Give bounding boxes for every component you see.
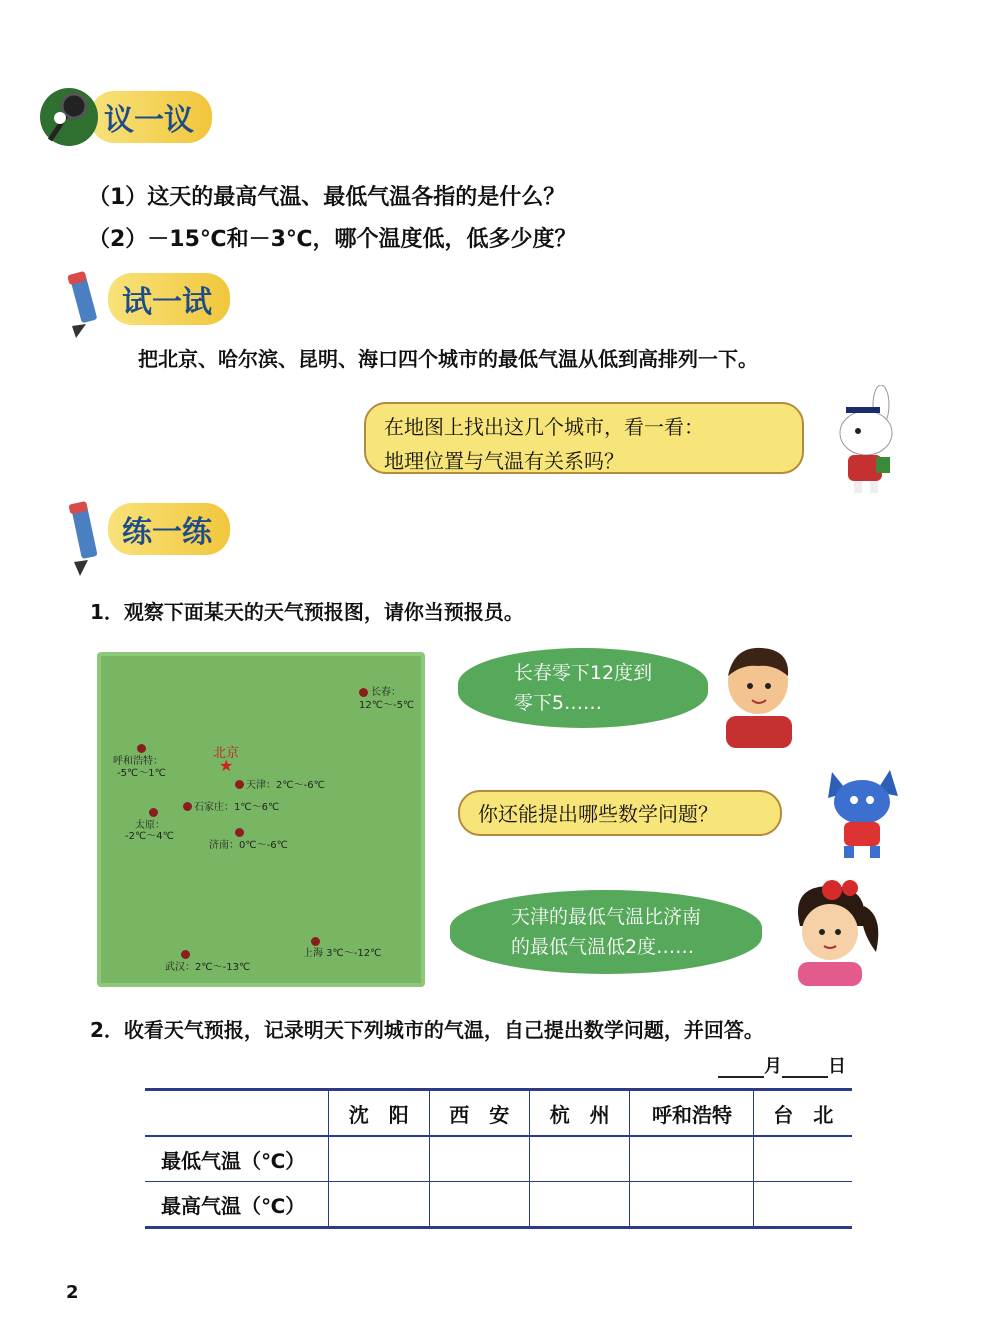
rabbit-speech-bubble <box>364 402 804 474</box>
city-temp-hohhot: -5℃～1℃ <box>117 768 166 779</box>
city-dot-shijiazhuang <box>183 802 192 811</box>
table-row-label: 最低气温（℃） <box>145 1136 329 1182</box>
date-line <box>718 1052 846 1078</box>
city-label-taiyuan: 太原： <box>135 820 165 831</box>
table-input-cell[interactable] <box>529 1182 629 1228</box>
try-instruction: 把北京、哈尔滨、昆明、海口四个城市的最低气温从低到高排列一下。 <box>138 347 758 371</box>
city-label-changchun: 长春： <box>371 687 401 698</box>
boy-character <box>714 640 804 754</box>
city-label-shijiazhuang: 石家庄：1℃～6℃ <box>194 802 280 813</box>
city-dot-hohhot <box>137 744 146 753</box>
city-label-beijing: 北京 <box>213 746 240 761</box>
girl-bubble-line-1: 天津的最低气温比济南 <box>510 906 701 928</box>
girl-bubble-line-2: 的最低气温低2度…… <box>510 936 695 958</box>
city-dot-wuhan <box>181 950 190 959</box>
magnifier-icon <box>40 88 98 146</box>
rabbit-bubble-line-2: 地理位置与气温有关系吗？ <box>384 449 624 473</box>
cat-character <box>818 762 908 866</box>
city-dot-changchun <box>359 688 368 697</box>
table-input-cell[interactable] <box>754 1182 852 1228</box>
table-input-cell[interactable] <box>630 1136 754 1182</box>
table-header-cell: 台 北 <box>773 1102 834 1127</box>
section-try-title: 试一试 <box>108 273 230 325</box>
table-corner-cell <box>145 1090 329 1137</box>
page-number: 2 <box>66 1282 79 1303</box>
table-input-cell[interactable] <box>329 1182 429 1228</box>
section-discuss-title: 议一议 <box>90 91 212 143</box>
city-label-tianjin: 天津：2℃～-6℃ <box>246 780 325 791</box>
boy-bubble-line-1: 长春零下12度到 <box>513 662 653 684</box>
table-input-cell[interactable] <box>429 1136 529 1182</box>
section-try-header <box>58 270 230 328</box>
table-input-cell[interactable] <box>630 1182 754 1228</box>
rabbit-bubble-line-1: 在地图上找出这几个城市，看一看： <box>384 415 704 439</box>
table-header-cell: 西 安 <box>429 1090 529 1137</box>
beijing-star-icon: ★ <box>219 756 234 775</box>
cat-bubble-text: 你还能提出哪些数学问题？ <box>478 802 718 826</box>
table-input-cell[interactable] <box>754 1136 852 1182</box>
table-header-cell: 呼和浩特 <box>630 1090 754 1137</box>
cat-speech-bubble <box>458 790 782 836</box>
table-header-row <box>145 1090 852 1137</box>
exercise-2-text: 2．收看天气预报，记录明天下列城市的气温，自己提出数学问题，并回答。 <box>90 1018 764 1042</box>
section-practice-title: 练一练 <box>108 503 230 555</box>
temperature-record-table <box>145 1088 852 1229</box>
rabbit-character <box>826 385 916 499</box>
table-input-cell[interactable] <box>329 1136 429 1182</box>
table-header-cell: 沈 阳 <box>329 1090 429 1137</box>
question-1: （1）这天的最高气温、最低气温各指的是什么？ <box>88 185 566 210</box>
boy-bubble-line-2: 零下5…… <box>513 692 602 714</box>
pencil-icon <box>58 270 116 328</box>
city-label-jinan: 济南：0℃～-6℃ <box>209 840 288 851</box>
table-input-cell[interactable] <box>529 1136 629 1182</box>
day-label: 日 <box>828 1056 846 1077</box>
question-2: （2）－15℃和－3℃，哪个温度低，低多少度？ <box>88 227 577 252</box>
weather-map <box>97 652 425 987</box>
table-input-cell[interactable] <box>429 1182 529 1228</box>
section-practice-header <box>58 500 230 558</box>
city-dot-shanghai <box>311 937 320 946</box>
day-blank[interactable] <box>782 1058 828 1078</box>
pencil-icon <box>58 500 116 558</box>
month-blank[interactable] <box>718 1058 764 1078</box>
city-label-hohhot: 呼和浩特： <box>113 756 163 767</box>
girl-speech-bubble <box>450 890 762 974</box>
city-dot-jinan <box>235 828 244 837</box>
city-label-wuhan: 武汉：2℃～-13℃ <box>165 962 251 973</box>
month-label: 月 <box>764 1056 782 1077</box>
city-temp-changchun: 12℃～-5℃ <box>359 700 415 711</box>
city-label-shanghai: 上海 3℃～-12℃ <box>303 948 382 959</box>
girl-character <box>780 876 884 992</box>
exercise-1-text: 1．观察下面某天的天气预报图，请你当预报员。 <box>90 600 524 624</box>
table-row-label: 最高气温（℃） <box>145 1182 329 1228</box>
table-row <box>145 1182 852 1228</box>
city-dot-tianjin <box>235 780 244 789</box>
boy-speech-bubble <box>458 648 708 728</box>
table-header-cell: 杭 州 <box>529 1090 629 1137</box>
city-dot-taiyuan <box>149 808 158 817</box>
table-row <box>145 1136 852 1182</box>
city-temp-taiyuan: -2℃～4℃ <box>125 831 174 842</box>
section-discuss-header <box>40 88 212 146</box>
